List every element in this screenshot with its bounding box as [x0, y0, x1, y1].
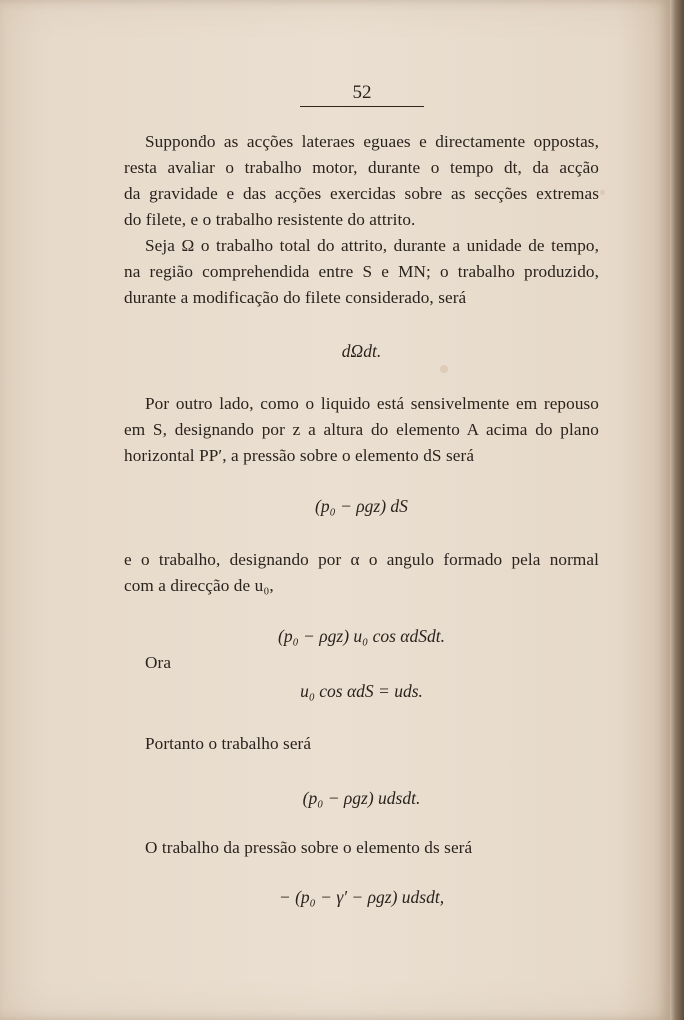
text-line: em S, designando por z a altura do elemento A acima do plano: [124, 420, 599, 439]
paper-stain: [600, 190, 605, 195]
text-line: resta avaliar o trabalho motor, durante o tempo dt, da acção: [124, 158, 599, 177]
page-number-rule: [300, 106, 424, 107]
text-line: na região comprehendida entre S e MN; o trabalho produzido,: [124, 262, 599, 281]
page-number: 52: [352, 82, 372, 103]
text-line: horizontal PP′, a pressão sobre o elemento dS será: [124, 446, 475, 465]
text-line: Portanto o trabalho será: [145, 734, 312, 753]
equation: dΩdt.: [341, 341, 382, 361]
text-line: e o trabalho, designando por α o angulo formado pela normal: [124, 550, 599, 569]
equation: − (p₀ − γ′ − ρgz) udsdt,: [278, 887, 445, 907]
text-line: Supponḋo as acções lateraes eguaes e directamente oppostas,: [145, 132, 599, 151]
text-line: da gravidade e das acções exercidas sobre as secções extremas: [124, 184, 599, 203]
text-line: Ora: [145, 653, 172, 672]
text-line: Seja Ω o trabalho total do attrito, durante a unidade de tempo,: [145, 236, 599, 255]
text-line: O trabalho da pressão sobre o elemento ds será: [145, 838, 473, 857]
equation: (p₀ − ρgz) udsdt.: [302, 788, 421, 808]
book-spine-edge: [670, 0, 684, 1020]
text-line: com a direcção de u₀,: [124, 576, 274, 595]
equation: (p₀ − ρgz) u₀ cos αdSdt.: [278, 626, 445, 646]
text-line: do filete, e o trabalho resistente do attrito.: [124, 210, 416, 229]
equation: u₀ cos αdS = uds.: [300, 681, 423, 701]
text-line: durante a modificação do filete considerado, será: [124, 288, 467, 307]
text-line: Por outro lado, como o liquido está sensivelmente em repouso: [145, 394, 599, 413]
equation: (p₀ − ρgz) dS: [315, 496, 408, 516]
paper-stain: [440, 365, 448, 373]
